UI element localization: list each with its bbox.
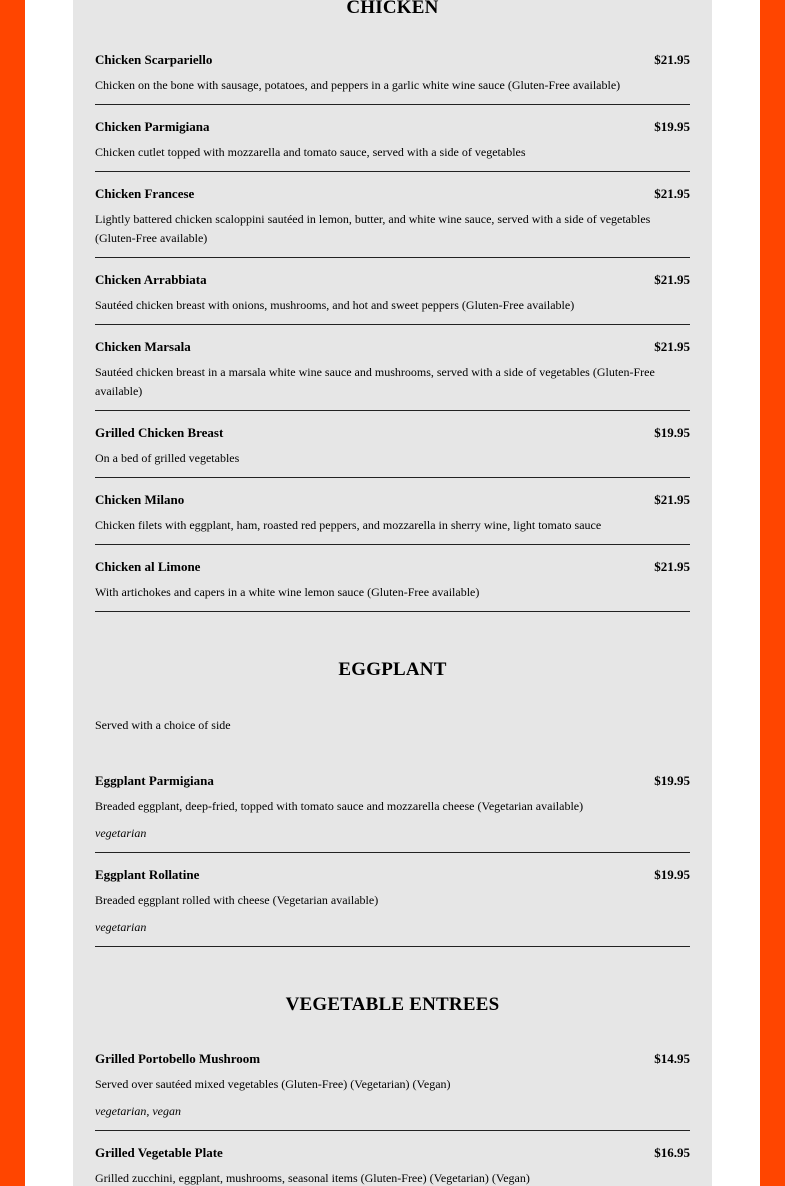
menu-item [95,337,690,411]
menu-item [95,865,690,947]
item-name: Grilled Chicken Breast [95,425,224,440]
menu-panel [73,0,712,1186]
item-price: $21.95 [654,339,690,354]
menu-item [95,184,690,258]
item-name: Chicken Scarpariello [95,52,213,67]
item-description: Breaded eggplant, deep-fried, topped with tomato sauce and mozzarella cheese (Vegetarian available) [95,799,584,813]
menu-item [95,1049,690,1131]
menu-item [95,117,690,172]
section-note: Served with a choice of side [95,718,231,732]
section-title-vegetable-entrees: VEGETABLE ENTREES [285,994,500,1015]
item-price: $19.95 [654,867,690,882]
item-description: On a bed of grilled vegetables [95,451,240,465]
item-price: $21.95 [654,272,690,287]
item-description: Breaded eggplant rolled with cheese (Vegetarian available) [95,893,379,907]
item-description: Chicken cutlet topped with mozzarella and tomato sauce, served with a side of vegetables [95,145,526,159]
item-price: $14.95 [654,1051,690,1066]
menu-item [95,771,690,853]
item-name: Grilled Vegetable Plate [95,1145,223,1160]
item-price: $21.95 [654,186,690,201]
item-tags: vegetarian [95,920,147,934]
item-price: $21.95 [654,559,690,574]
item-description: Sautéed chicken breast in a marsala white wine sauce and mushrooms, served with a side of vegetables (Gluten-Free available) [95,365,655,398]
item-name: Chicken Francese [95,186,195,201]
item-price: $16.95 [654,1145,690,1160]
item-description: Grilled zucchini, eggplant, mushrooms, seasonal items (Gluten-Free) (Vegetarian) (Vegan) [95,1171,530,1185]
item-description: Sautéed chicken breast with onions, mushrooms, and hot and sweet peppers (Gluten-Free available) [95,298,575,312]
item-tags: vegetarian, vegan [95,1104,181,1118]
item-price: $21.95 [654,492,690,507]
section-title-chicken: CHICKEN [346,0,439,18]
item-name: Chicken Arrabbiata [95,272,207,287]
item-name: Chicken Marsala [95,339,191,354]
item-tags: vegetarian [95,826,147,840]
item-name: Chicken Milano [95,492,185,507]
item-description: With artichokes and capers in a white wine lemon sauce (Gluten-Free available) [95,585,480,599]
item-name: Grilled Portobello Mushroom [95,1051,261,1066]
item-name: Chicken Parmigiana [95,119,210,134]
menu-item [95,50,690,105]
menu-item [95,423,690,478]
item-description: Chicken filets with eggplant, ham, roasted red peppers, and mozzarella in sherry wine, light tomato sauce [95,518,602,532]
item-price: $19.95 [654,119,690,134]
item-description: Lightly battered chicken scaloppini sautéed in lemon, butter, and white wine sauce, served with a side of vegetables (Gluten-Free available) [95,212,651,245]
item-name: Eggplant Rollatine [95,867,200,882]
item-name: Chicken al Limone [95,559,201,574]
item-price: $19.95 [654,773,690,788]
menu-item [95,557,690,612]
section-title-eggplant: EGGPLANT [338,659,447,680]
item-price: $19.95 [654,425,690,440]
item-name: Eggplant Parmigiana [95,773,214,788]
item-description: Chicken on the bone with sausage, potatoes, and peppers in a garlic white wine sauce (Gluten-Free available) [95,78,621,92]
item-price: $21.95 [654,52,690,67]
item-description: Served over sautéed mixed vegetables (Gluten-Free) (Vegetarian) (Vegan) [95,1077,451,1091]
menu-item [95,1143,690,1186]
menu-item [95,490,690,545]
menu-item [95,270,690,325]
